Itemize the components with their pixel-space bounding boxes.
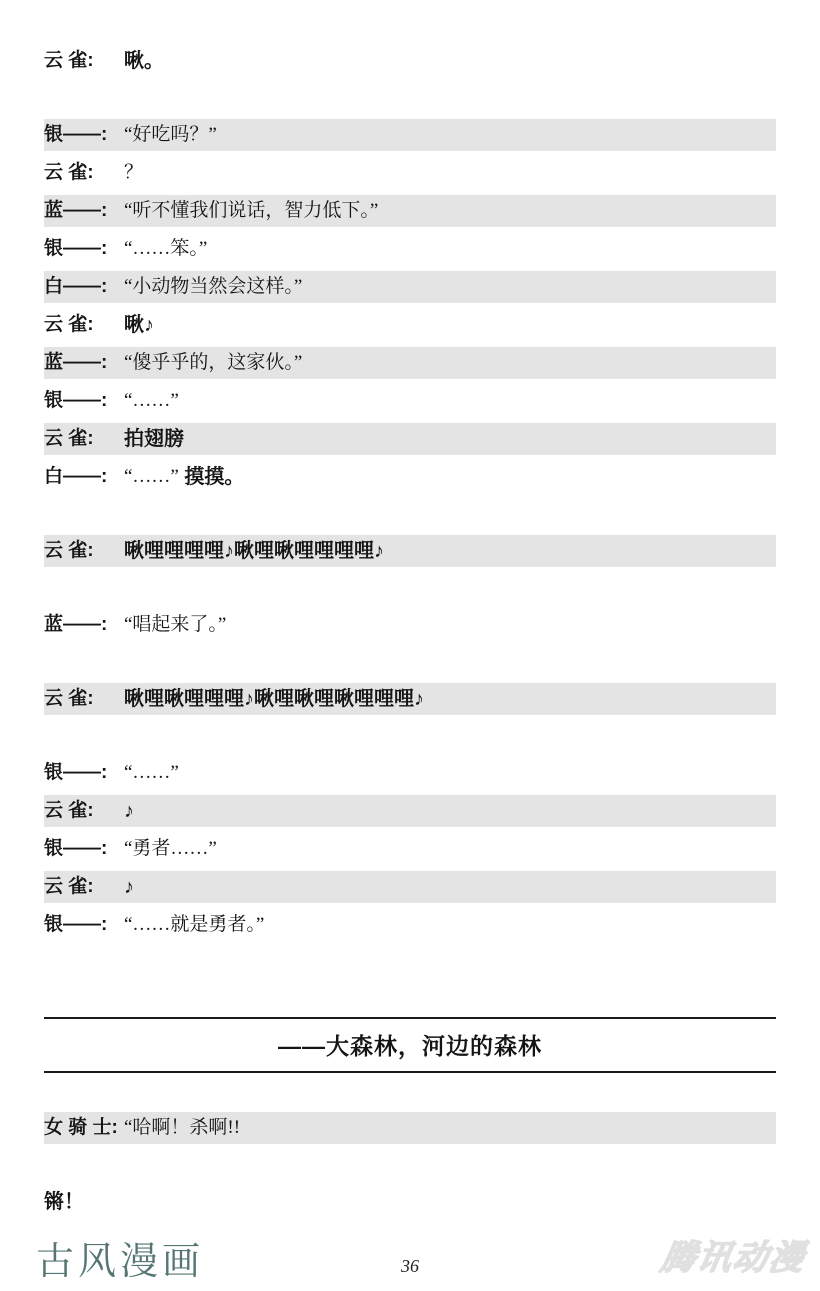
speaker-label: 蓝——: bbox=[44, 614, 108, 635]
speaker-label: 云 雀: bbox=[44, 314, 94, 335]
script-line bbox=[44, 680, 776, 718]
script-line bbox=[44, 532, 776, 570]
speaker-label: 云 雀: bbox=[44, 876, 94, 897]
script-line bbox=[44, 154, 776, 192]
script-line bbox=[44, 382, 776, 420]
script-line bbox=[44, 230, 776, 268]
script-line bbox=[44, 868, 776, 906]
dialogue-action-text: 啾♪ bbox=[124, 314, 154, 336]
dialogue-action-text: 啾哩哩哩哩♪啾哩啾哩哩哩哩♪ bbox=[124, 540, 384, 562]
speaker-label: 云 雀: bbox=[44, 162, 94, 183]
speaker-label: 云 雀: bbox=[44, 540, 94, 561]
script-line bbox=[44, 906, 776, 944]
speaker-label: 云 雀: bbox=[44, 428, 94, 449]
script-line bbox=[44, 606, 776, 644]
dialogue-text: “勇者……” bbox=[124, 838, 217, 859]
dialogue-action-text: 摸摸。 bbox=[178, 466, 245, 488]
dialogue-action-text: 啾。 bbox=[124, 50, 164, 72]
page-number: 36 bbox=[401, 1256, 419, 1276]
page-footer bbox=[0, 1231, 820, 1291]
dialogue-text: “……” bbox=[124, 762, 179, 783]
speaker-label: 白——: bbox=[44, 276, 108, 297]
script-line bbox=[44, 306, 776, 344]
dialogue-action-text: ♪ bbox=[124, 876, 134, 898]
speaker-label: 银——: bbox=[44, 838, 108, 859]
dialogue-action-text: 锵！ bbox=[44, 1191, 84, 1213]
speaker-label: 银——: bbox=[44, 762, 108, 783]
dialogue-text: “……” bbox=[124, 390, 179, 411]
script-line bbox=[44, 192, 776, 230]
speaker-label: 云 雀: bbox=[44, 688, 94, 709]
script-line bbox=[44, 344, 776, 382]
speaker-label: 女 骑 士: bbox=[44, 1117, 118, 1138]
script-line bbox=[44, 268, 776, 306]
speaker-label: 蓝——: bbox=[44, 200, 108, 221]
speaker-label: 银——: bbox=[44, 238, 108, 259]
dialogue-action-text: ♪ bbox=[124, 800, 134, 822]
script-line bbox=[44, 458, 776, 496]
script-line bbox=[44, 1183, 776, 1221]
dialogue-text: “听不懂我们说话，智力低下。” bbox=[124, 200, 379, 221]
speaker-label: 云 雀: bbox=[44, 50, 94, 71]
script-line bbox=[44, 754, 776, 792]
speaker-label: 银——: bbox=[44, 914, 108, 935]
dialogue-text: ？ bbox=[124, 162, 144, 183]
tencent-comics-watermark: 腾讯动漫 bbox=[658, 1239, 809, 1277]
section-header bbox=[44, 1017, 776, 1073]
dialogue-action-text: 啾哩啾哩哩哩♪啾哩啾哩啾哩哩哩♪ bbox=[124, 688, 424, 710]
section-title: ——大森林，河边的森林 bbox=[278, 1033, 542, 1059]
script-line bbox=[44, 116, 776, 154]
dialogue-text: “……” bbox=[124, 466, 179, 487]
script-line bbox=[44, 420, 776, 458]
dialogue-text: “哈啊！杀啊!! bbox=[124, 1117, 241, 1138]
dialogue-text: “傻乎乎的，这家伙。” bbox=[124, 352, 303, 373]
script-line bbox=[44, 792, 776, 830]
dialogue-text: “……笨。” bbox=[124, 238, 208, 259]
speaker-label: 蓝——: bbox=[44, 352, 108, 373]
dialogue-text: “小动物当然会这样。” bbox=[124, 276, 303, 297]
dialogue-text: “好吃吗？” bbox=[124, 124, 217, 145]
dialogue-text: “唱起来了。” bbox=[124, 614, 227, 635]
dialogue-action-text: 拍翅膀 bbox=[124, 428, 184, 450]
dialogue-list-bottom bbox=[44, 1109, 776, 1221]
dialogue-text: “……就是勇者。” bbox=[124, 914, 265, 935]
speaker-label: 银——: bbox=[44, 390, 108, 411]
publisher-logo: 古风漫画 bbox=[36, 1241, 205, 1283]
script-line bbox=[44, 1109, 776, 1147]
script-line bbox=[44, 42, 776, 80]
dialogue-list-top bbox=[44, 42, 776, 944]
speaker-label: 银——: bbox=[44, 124, 108, 145]
script-line bbox=[44, 830, 776, 868]
speaker-label: 云 雀: bbox=[44, 800, 94, 821]
speaker-label: 白——: bbox=[44, 466, 108, 487]
